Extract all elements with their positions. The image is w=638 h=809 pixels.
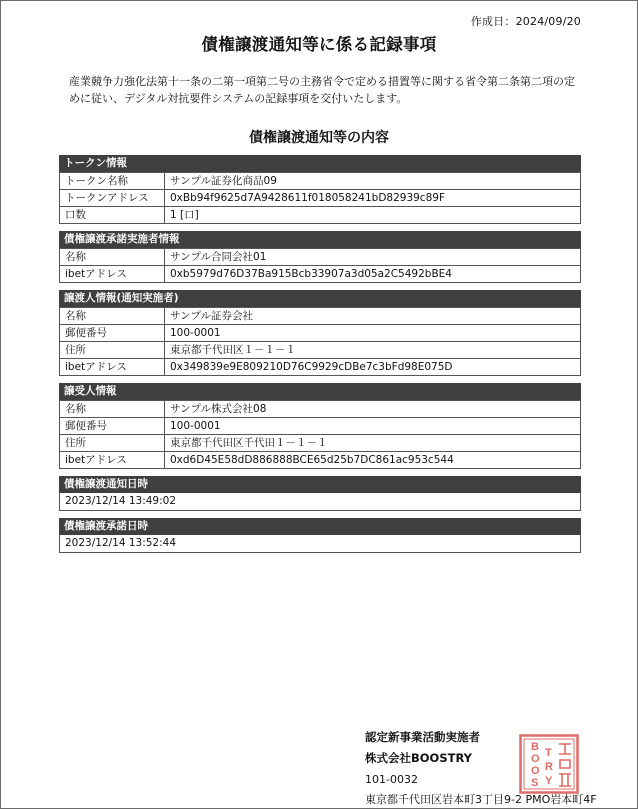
token-info-table [59, 172, 581, 224]
table-row [60, 173, 581, 190]
row-label: ibetアドレス [60, 452, 165, 469]
created-date: 作成日：2024/09/20 [470, 15, 581, 28]
svg-text:Y: Y [545, 775, 553, 787]
section-header: 譲受人情報 [59, 383, 581, 400]
row-label: トークンアドレス [60, 190, 165, 207]
table-row [60, 435, 581, 452]
row-label: 郵便番号 [60, 325, 165, 342]
row-label: 名称 [60, 249, 165, 266]
token-info-section [59, 155, 581, 224]
notice-datetime-section [59, 476, 581, 511]
consent-datetime-section [59, 518, 581, 553]
table-row [60, 325, 581, 342]
row-label: 名称 [60, 401, 165, 418]
row-value: サンプル証券会社 [165, 308, 581, 325]
table-row [60, 359, 581, 376]
table-row [60, 452, 581, 469]
company-seal-stamp [519, 734, 579, 794]
row-value: 1 [口] [165, 207, 581, 224]
row-value: 0xBb94f9625d7A9428611f018058241bD82939c89F [165, 190, 581, 207]
row-value: 東京都千代田区１－１－１ [165, 342, 581, 359]
row-label: 口数 [60, 207, 165, 224]
transferee-info-section [59, 383, 581, 469]
approver-info-table [59, 248, 581, 283]
svg-text:O: O [531, 765, 540, 777]
svg-text:B: B [531, 741, 539, 753]
table-row [60, 190, 581, 207]
table-row [60, 418, 581, 435]
table-row [60, 342, 581, 359]
table-row [60, 207, 581, 224]
document-title: 債権譲渡通知等に係る記録事項 [201, 35, 437, 54]
row-label: 住所 [60, 435, 165, 452]
row-value: 100-0001 [165, 418, 581, 435]
approver-info-section [59, 231, 581, 283]
section-header: 譲渡人情報(通知実施者) [59, 290, 581, 307]
issuer-postal-code: 101-0032 [365, 773, 418, 786]
table-row [60, 401, 581, 418]
transferor-info-table [59, 307, 581, 376]
row-value: サンプル証券化商品09 [165, 173, 581, 190]
issuer-address: 東京都千代田区岩本町3丁目9-2 PMO岩本町4F [365, 793, 597, 806]
row-label: 住所 [60, 342, 165, 359]
svg-text:O: O [531, 753, 540, 765]
notice-datetime-value: 2023/12/14 13:49:02 [59, 493, 581, 511]
section-header: 債権譲渡通知日時 [59, 476, 581, 493]
row-value: 0x349839e9E809210D76C9929cDBe7c3bFd98E075D [165, 359, 581, 376]
transferee-info-table [59, 400, 581, 469]
row-label: ibetアドレス [60, 266, 165, 283]
svg-text:R: R [545, 761, 553, 773]
row-label: トークン名称 [60, 173, 165, 190]
content-subtitle: 債権譲渡通知等の内容 [249, 130, 389, 146]
section-header: トークン情報 [59, 155, 581, 172]
row-value: サンプル株式会社08 [165, 401, 581, 418]
row-value: 東京都千代田区千代田１－１－１ [165, 435, 581, 452]
issuer-company-name: 株式会社BOOSTRY [365, 751, 472, 765]
row-label: 名称 [60, 308, 165, 325]
row-value: 100-0001 [165, 325, 581, 342]
section-header: 債権譲渡承諾日時 [59, 518, 581, 535]
issuer-qualification: 認定新事業活動実施者 [365, 730, 480, 744]
svg-text:T: T [545, 747, 552, 759]
section-header: 債権譲渡承諾実施者情報 [59, 231, 581, 248]
row-value: サンプル合同会社01 [165, 249, 581, 266]
table-row [60, 249, 581, 266]
record-sections [59, 155, 581, 560]
svg-text:S: S [531, 777, 539, 789]
consent-datetime-value: 2023/12/14 13:52:44 [59, 535, 581, 553]
intro-paragraph: 産業競争力強化法第十一条の二第一項第二号の主務省令で定める措置等に関する省令第二条第二項の定めに従い、デジタル対抗要件システムの記録事項を交付いたします。 [69, 75, 575, 105]
row-label: 郵便番号 [60, 418, 165, 435]
row-value: 0xb5979d76D37Ba915Bcb33907a3d05a2C5492bBE4 [165, 266, 581, 283]
table-row [60, 308, 581, 325]
table-row [60, 266, 581, 283]
row-value: 0xd6D45E58dD886888BCE65d25b7DC861ac953c544 [165, 452, 581, 469]
row-label: ibetアドレス [60, 359, 165, 376]
transferor-info-section [59, 290, 581, 376]
